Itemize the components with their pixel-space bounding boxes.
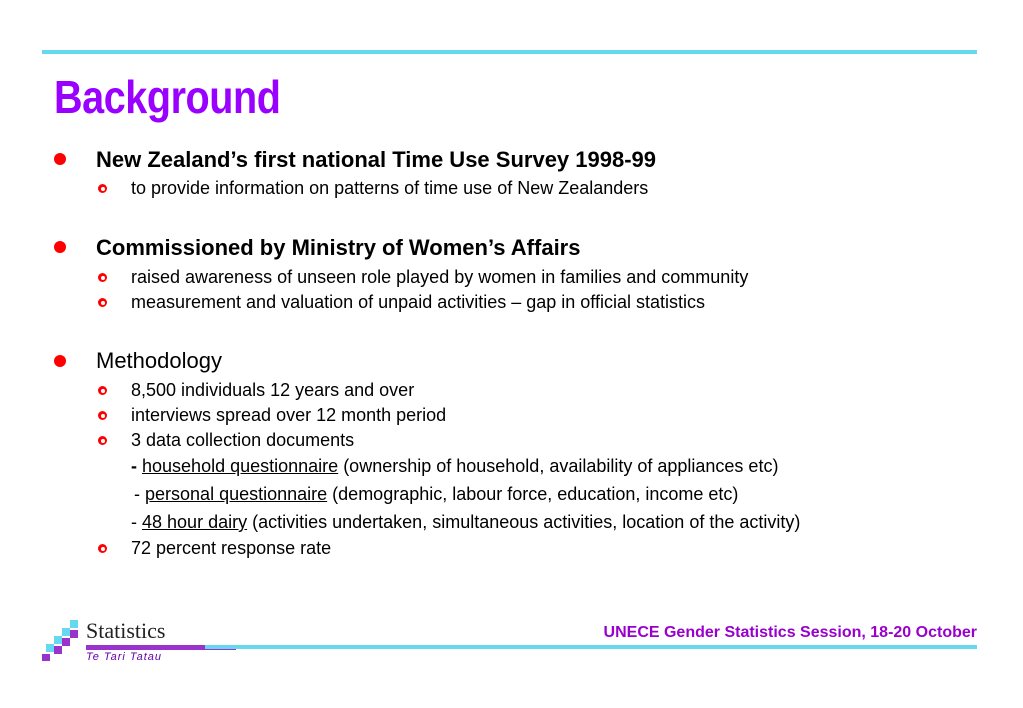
document-dash: - bbox=[131, 456, 137, 476]
document-desc: (demographic, labour force, education, income etc) bbox=[332, 484, 739, 504]
sub-bullet-icon bbox=[98, 386, 107, 395]
document-line bbox=[134, 483, 738, 505]
sub-bullet-icon bbox=[98, 411, 107, 420]
section-heading: Commissioned by Ministry of Women’s Affairs bbox=[96, 235, 581, 260]
slide-title: Background bbox=[54, 71, 281, 123]
bullet-text: 72 percent response rate bbox=[131, 538, 332, 558]
document-dash: - bbox=[131, 512, 137, 532]
bullet-text: raised awareness of unseen role played by women in families and community bbox=[131, 267, 749, 287]
statistics-nz-logo bbox=[40, 618, 200, 664]
document-name: 48 hour dairy bbox=[142, 512, 248, 532]
sub-bullet-icon bbox=[98, 184, 107, 193]
section-heading: New Zealand’s first national Time Use Survey 1998-99 bbox=[96, 147, 657, 172]
bullet-dot-icon bbox=[54, 241, 66, 253]
logo-subtitle: Te Tari Tatau bbox=[86, 651, 162, 663]
sub-bullet-icon bbox=[98, 273, 107, 282]
document-desc: (ownership of household, availability of appliances etc) bbox=[343, 456, 779, 476]
document-name: household questionnaire bbox=[142, 456, 339, 476]
bullet-text: interviews spread over 12 month period bbox=[131, 405, 447, 425]
document-line bbox=[131, 455, 778, 477]
sub-bullet-icon bbox=[98, 436, 107, 445]
bottom-rule bbox=[205, 645, 977, 649]
logo-squares-icon bbox=[40, 618, 82, 662]
bullet-dot-icon bbox=[54, 153, 66, 165]
document-name: personal questionnaire bbox=[145, 484, 328, 504]
section-heading: Methodology bbox=[96, 348, 222, 373]
document-desc: (activities undertaken, simultaneous activities, location of the activity) bbox=[252, 512, 801, 532]
footer-text: UNECE Gender Statistics Session, 18-20 October bbox=[603, 624, 977, 641]
top-rule bbox=[42, 50, 977, 54]
bullet-dot-icon bbox=[54, 355, 66, 367]
sub-bullet-icon bbox=[98, 544, 107, 553]
logo-wordmark: Statistics bbox=[86, 618, 166, 643]
document-dash: - bbox=[134, 484, 140, 504]
bullet-text: 3 data collection documents bbox=[131, 430, 355, 450]
document-line bbox=[131, 511, 800, 533]
bullet-text: to provide information on patterns of time use of New Zealanders bbox=[131, 178, 649, 198]
bullet-text: measurement and valuation of unpaid activities – gap in official statistics bbox=[131, 292, 705, 312]
sub-bullet-icon bbox=[98, 298, 107, 307]
bullet-text: 8,500 individuals 12 years and over bbox=[131, 380, 415, 400]
